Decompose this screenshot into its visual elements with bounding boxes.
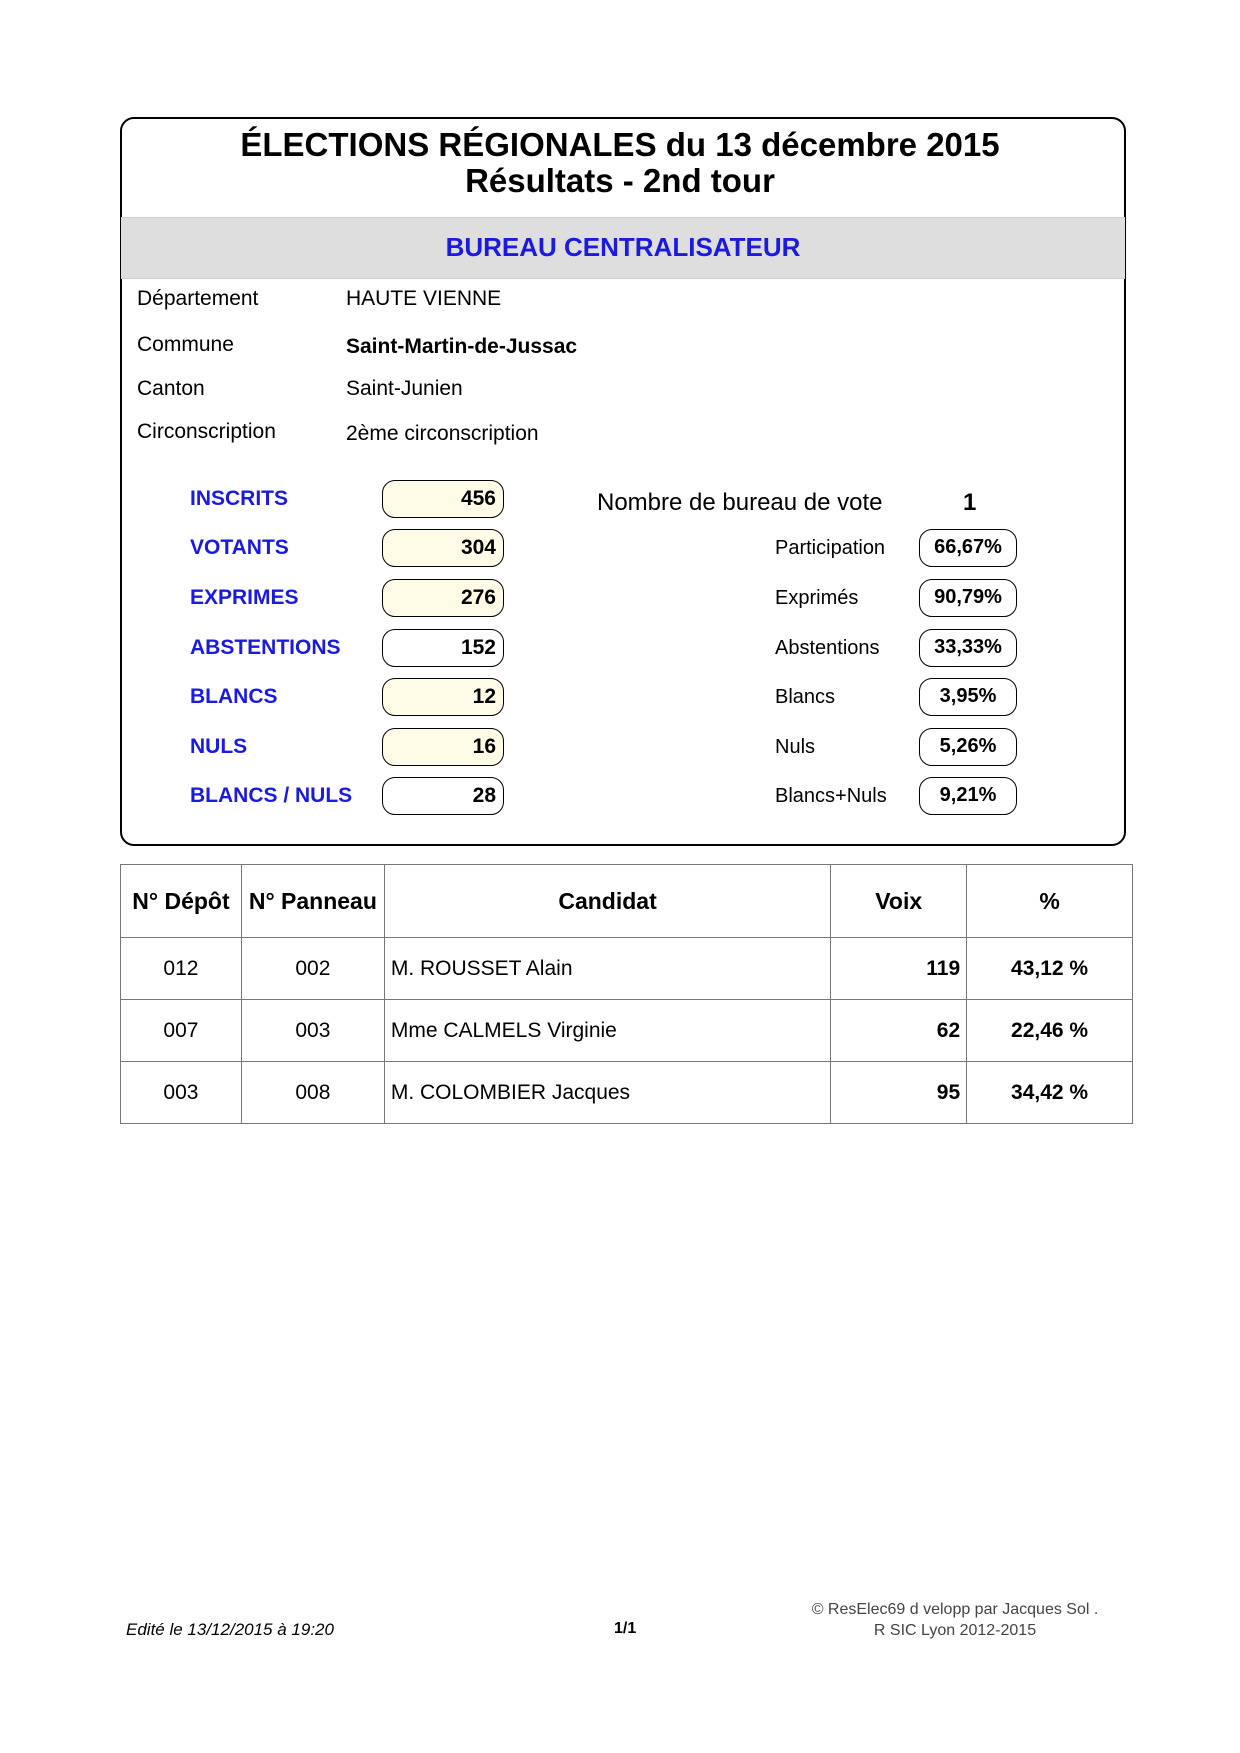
votants-label: VOTANTS: [190, 536, 289, 559]
circonscription-label: Circonscription: [137, 420, 276, 443]
results-table: [120, 864, 1133, 1124]
credit-block: [790, 1599, 1120, 1641]
nombre-bureaux-value: 1: [963, 489, 977, 516]
exprimes-value: 276: [382, 579, 504, 617]
canton-value: Saint-Junien: [346, 377, 463, 400]
bureau-band: [121, 217, 1125, 279]
blancs-nuls-pct-value: 9,21%: [919, 777, 1017, 815]
candidat-cell: Mme CALMELS Virginie: [384, 1000, 830, 1062]
departement-label: Département: [137, 287, 259, 310]
participation-value: 66,67%: [919, 529, 1017, 567]
abstentions-pct-value: 33,33%: [919, 629, 1017, 667]
table-row: [121, 1000, 1133, 1062]
blancs-pct-value: 3,95%: [919, 678, 1017, 716]
candidat-cell: M. COLOMBIER Jacques: [384, 1062, 830, 1124]
table-row: [121, 938, 1133, 1000]
canton-label: Canton: [137, 377, 205, 400]
panneau-header: N° Panneau: [241, 865, 384, 938]
depot-cell: 007: [121, 1000, 242, 1062]
commune-value: Saint-Martin-de-Jussac: [346, 335, 578, 358]
voix-cell: 62: [831, 1000, 967, 1062]
inscrits-value: 456: [382, 480, 504, 518]
circonscription-value: 2ème circonscription: [346, 422, 539, 445]
voix-header: Voix: [831, 865, 967, 938]
panneau-cell: 008: [241, 1062, 384, 1124]
blancs-nuls-label: BLANCS / NULS: [190, 784, 353, 807]
participation-label: Participation: [775, 537, 886, 559]
abstentions-value: 152: [382, 629, 504, 667]
panneau-cell: 003: [241, 1000, 384, 1062]
credit-line-2: R SIC Lyon 2012-2015: [873, 1622, 1037, 1639]
blancs-label: BLANCS: [190, 685, 278, 708]
exprimes-label: EXPRIMES: [190, 586, 299, 609]
exprimes-pct-label: Exprimés: [775, 587, 859, 609]
blancs-value: 12: [382, 678, 504, 716]
pct-header: %: [967, 865, 1133, 938]
departement-value: HAUTE VIENNE: [346, 287, 502, 310]
pct-cell: 43,12 %: [967, 938, 1133, 1000]
nuls-pct-label: Nuls: [775, 736, 816, 758]
page-number: 1/1: [614, 1620, 637, 1637]
inscrits-label: INSCRITS: [190, 487, 289, 510]
blancs-nuls-value: 28: [382, 777, 504, 815]
results-subtitle: Résultats - 2nd tour: [465, 162, 775, 199]
nuls-label: NULS: [190, 735, 248, 758]
depot-header: N° Dépôt: [121, 865, 242, 938]
pct-cell: 22,46 %: [967, 1000, 1133, 1062]
abstentions-pct-label: Abstentions: [775, 637, 880, 659]
depot-cell: 003: [121, 1062, 242, 1124]
abstentions-label: ABSTENTIONS: [190, 636, 341, 659]
bureau-title: BUREAU CENTRALISATEUR: [445, 232, 801, 262]
voix-cell: 95: [831, 1062, 967, 1124]
nombre-bureaux-label: Nombre de bureau de vote: [597, 489, 883, 516]
blancs-nuls-pct-label: Blancs+Nuls: [775, 785, 887, 807]
election-title: ÉLECTIONS RÉGIONALES du 13 décembre 2015: [240, 126, 1000, 163]
candidat-header: Candidat: [384, 865, 830, 938]
exprimes-pct-value: 90,79%: [919, 579, 1017, 617]
votants-value: 304: [382, 529, 504, 567]
panneau-cell: 002: [241, 938, 384, 1000]
voix-cell: 119: [831, 938, 967, 1000]
candidat-cell: M. ROUSSET Alain: [384, 938, 830, 1000]
edited-timestamp: Edité le 13/12/2015 à 19:20: [126, 1620, 334, 1639]
table-header-row: [121, 865, 1133, 938]
commune-label: Commune: [137, 333, 234, 356]
blancs-pct-label: Blancs: [775, 686, 836, 708]
table-row: [121, 1062, 1133, 1124]
pct-cell: 34,42 %: [967, 1062, 1133, 1124]
credit-line-1: © ResElec69 d velopp par Jacques Sol .: [811, 1601, 1099, 1618]
depot-cell: 012: [121, 938, 242, 1000]
nuls-pct-value: 5,26%: [919, 728, 1017, 766]
nuls-value: 16: [382, 728, 504, 766]
